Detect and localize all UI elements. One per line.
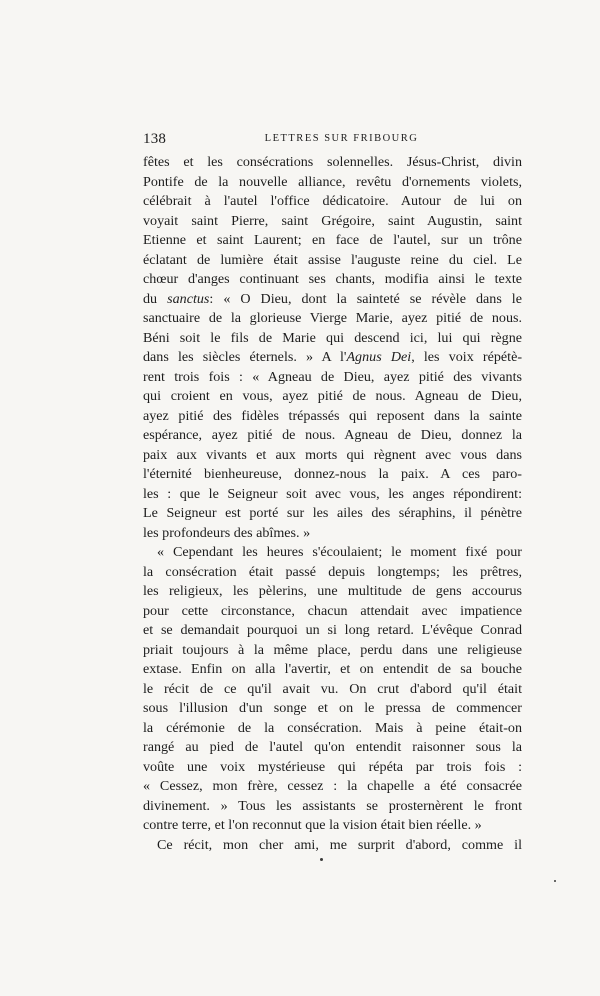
text-line: paix aux vivants et aux morts qui règnent avec vous dans (143, 446, 522, 463)
text-line: divinement. » Tous les assistants se prosternèrent le front (143, 797, 522, 814)
text-line: sous l'illusion d'un songe et on le pressa de commencer (143, 700, 522, 716)
italic-term-sanctus: sanctus (167, 290, 210, 307)
text-line: rent trois fois : « Agneau de Dieu, ayez pitié des vivants (143, 368, 522, 385)
ink-speck (320, 858, 323, 861)
text-line: éclatant de lumière était assise l'auguste reine du ciel. Le (143, 251, 522, 268)
text-line: fêtes et les consécrations solennelles. Jésus-Christ, divin (143, 154, 522, 170)
text-line: le récit de ce qu'il avait vu. On crut d'abord qu'il était (143, 680, 522, 697)
paragraph-start-line: « Cependant les heures s'écoulaient; le moment fixé pour (157, 544, 522, 560)
text-line: Pontife de la nouvelle alliance, revêtu d'ornements violets, (143, 173, 522, 190)
text-segment: : « O Dieu, dont la sainteté se révèle dans le (209, 290, 522, 307)
body-text (143, 153, 522, 855)
text-line: sanctuaire de la glorieuse Vierge Marie, ayez pitié de nous. (143, 310, 522, 326)
text-line: l'éternité bienheureuse, donnez-nous la paix. A ces paro- (143, 466, 522, 482)
italic-term-agnus-dei: Agnus Dei (346, 349, 412, 365)
ink-speck (554, 880, 556, 882)
text-line: les religieux, les pèlerins, une multitude de gens accourus (143, 583, 522, 599)
text-line: voûte une voix mystérieuse qui répéta par trois fois : (143, 758, 522, 775)
text-line: Le Seigneur est porté sur les ailes des séraphins, il pénètre (143, 505, 522, 521)
text-line: extase. Enfin on alla l'avertir, et on entendit de sa bouche (143, 661, 522, 677)
text-segment: du (143, 290, 168, 307)
text-line: et se demandait pourquoi un si long retard. L'évêque Conrad (143, 622, 522, 638)
text-line: ayez pitié des fidèles trépassés qui reposent dans la sainte (143, 407, 522, 424)
running-title: LETTRES SUR FRIBOURG (264, 133, 419, 144)
text-line (143, 348, 522, 368)
text-segment: dans les siècles éternels. » A l' (143, 349, 347, 365)
text-segment: , les voix répétè- (411, 349, 523, 365)
text-line: la cérémonie de la consécration. Mais à peine était-on (143, 719, 522, 736)
text-line: rangé au pied de l'autel qu'on entendit raisonner sous la (143, 739, 522, 755)
page-header (143, 131, 522, 151)
text-line: Béni soit le fils de Marie qui descend ici, lui qui règne (143, 329, 522, 346)
text-line: la consécration était passé depuis longtemps; les prêtres, (143, 563, 522, 580)
text-line: les : que le Seigneur soit avec vous, les anges répondirent: (143, 485, 522, 502)
paragraph-start-line: Ce récit, mon cher ami, me surprit d'abord, comme il (157, 836, 522, 853)
text-line: « Cessez, mon frère, cessez : la chapelle a été consacrée (143, 778, 522, 794)
page-number: 138 (143, 131, 167, 147)
text-line: qui croient en vous, ayez pitié de nous. Agneau de Dieu, (143, 388, 522, 404)
text-line: célébrait à l'autel l'office dédicatoire. Autour de lui on (143, 193, 522, 209)
text-line: chœur d'anges continuant ses chants, modifia ainsi le texte (143, 271, 522, 287)
text-line: pour cette circonstance, chacun attendait avec impatience (143, 602, 522, 619)
text-line: Etienne et saint Laurent; en face de l'autel, sur un trône (143, 232, 522, 248)
paragraph-end-line: les profondeurs des abîmes. » (143, 524, 311, 541)
text-line: espérance, ayez pitié de nous. Agneau de Dieu, donnez la (143, 427, 522, 443)
text-line: voyait saint Pierre, saint Grégoire, saint Augustin, saint (143, 212, 522, 229)
text-line: priait toujours à la même place, perdu dans une religieuse (143, 641, 522, 658)
text-line (143, 290, 522, 310)
paragraph-end-line: contre terre, et l'on reconnut que la vision était bien réelle. » (143, 817, 482, 833)
